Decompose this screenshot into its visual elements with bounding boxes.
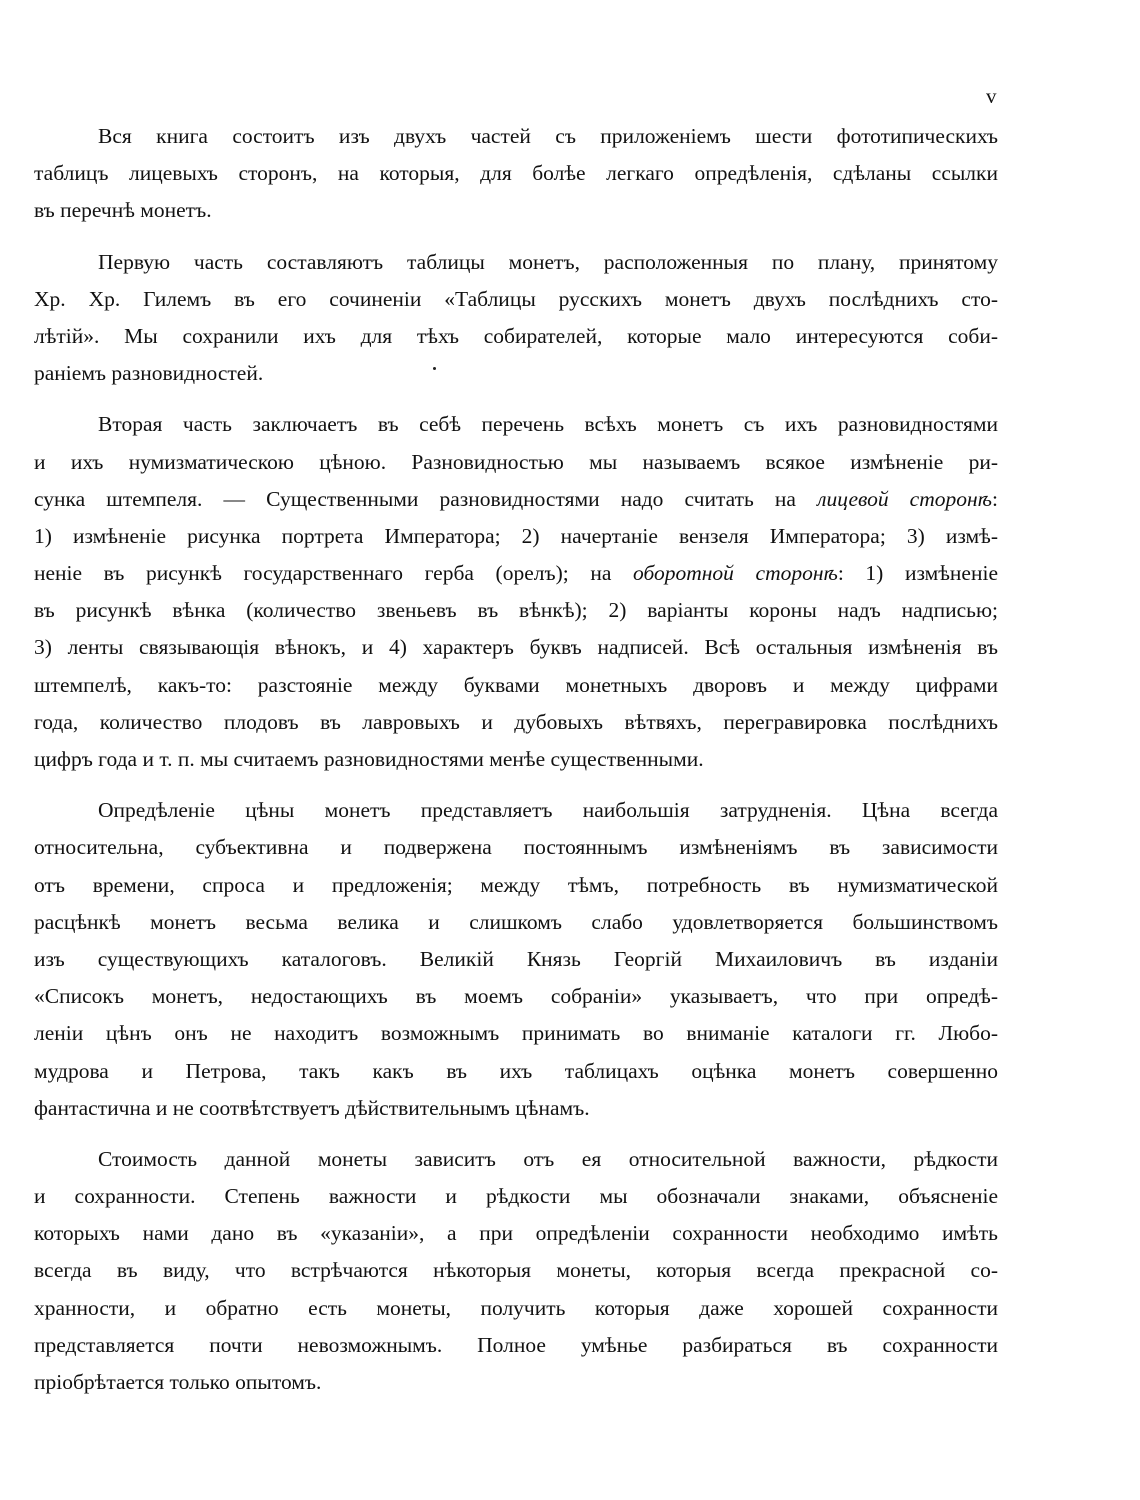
text-line [34, 792, 998, 829]
text-segment: отъ времени, спроса и предложенія; между тѣмъ, потребность въ нумизматической [34, 872, 998, 897]
text-line [34, 1015, 998, 1052]
paragraph-part-one [34, 244, 998, 393]
text-line [34, 629, 998, 666]
text-segment: изъ существующихъ каталоговъ. Великій Князь Георгій Михаиловичъ въ изданіи [34, 946, 998, 971]
text-segment: сунка штемпеля. — Существенными разновидностями надо считать на [34, 486, 818, 511]
text-line [34, 406, 998, 443]
text-line [34, 904, 998, 941]
text-segment: штемпелѣ, какъ-то: разстояніе между буквами монетныхъ дворовъ и между цифрами [34, 672, 998, 697]
text-segment: неніе въ рисункѣ государственнаго герба (орелъ); на [34, 561, 633, 586]
text-line [34, 1141, 998, 1178]
text-segment: относительна, субъективна и подвержена постояннымъ измѣненіямъ въ зависимости [34, 835, 998, 860]
text-line [34, 1252, 998, 1289]
text-segment: : [992, 486, 998, 511]
text-segment: расцѣнкѣ монетъ весьма велика и слишкомъ слабо удовлетворяется большинствомъ [34, 909, 998, 934]
text-segment: раніемъ разновидностей. [34, 361, 264, 386]
text-line [34, 1178, 998, 1215]
text-segment: лѣтій». Мы сохранили ихъ для тѣхъ собирателей, которые мало интересуются соби- [34, 323, 998, 348]
text-segment: мудрова и Петрова, такъ какъ въ ихъ таблицахъ оцѣнка монетъ совершенно [34, 1058, 998, 1083]
text-segment: : 1) измѣненіе [837, 561, 998, 586]
text-line [34, 192, 998, 229]
text-segment: пріобрѣтается только опытомъ. [34, 1370, 322, 1394]
text-segment: таблицъ лицевыхъ сторонъ, на которыя, для болѣе легкаго опредѣленія, сдѣланы ссылки [34, 161, 998, 186]
body-text [34, 118, 998, 1401]
text-line [34, 555, 998, 592]
text-line [34, 518, 998, 555]
paragraph-intro [34, 118, 998, 230]
text-line [34, 1364, 998, 1401]
text-line [34, 1290, 998, 1327]
text-line [34, 155, 998, 192]
paragraph-part-two [34, 406, 998, 778]
text-line [34, 592, 998, 629]
text-line [34, 667, 998, 704]
text-segment: и сохранности. Степень важности и рѣдкости мы обозначали знаками, объясненіе [34, 1184, 998, 1209]
text-segment: Стоимость данной монеты зависитъ отъ ея относительной важности, рѣдкости [98, 1146, 998, 1171]
text-line [34, 704, 998, 741]
text-line [34, 1053, 998, 1090]
text-segment: которыхъ нами дано въ «указаніи», а при опредѣленіи сохранности необходимо имѣть [34, 1221, 998, 1246]
text-line [34, 741, 998, 778]
text-line [34, 978, 998, 1015]
text-segment: леніи цѣнъ онъ не находитъ возможнымъ принимать во вниманіе каталоги гг. Любо- [34, 1021, 998, 1046]
paragraph-value [34, 1141, 998, 1401]
text-line [34, 1090, 998, 1127]
text-line [34, 1215, 998, 1252]
text-segment: и ихъ нумизматическою цѣною. Разновидностью мы называемъ всякое измѣненіе ри- [34, 449, 998, 474]
text-line [34, 941, 998, 978]
text-line [34, 1327, 998, 1364]
text-segment: хранности, и обратно есть монеты, получить которыя даже хорошей сохранности [34, 1295, 998, 1320]
text-segment: цифръ года и т. п. мы считаемъ разновидностями менѣе существенными. [34, 747, 704, 771]
text-segment: 1) измѣненіе рисунка портрета Императора; 2) начертаніе вензеля Императора; 3) измѣ- [34, 523, 998, 548]
text-segment: Хр. Хр. Гилемъ въ его сочиненіи «Таблицы русскихъ монетъ двухъ послѣднихъ сто- [34, 286, 998, 311]
text-segment: Вся книга состоитъ изъ двухъ частей съ приложеніемъ шести фототипическихъ [98, 124, 998, 148]
text-line [34, 281, 998, 318]
paragraph-price [34, 792, 998, 1127]
text-segment: «Списокъ монетъ, недостающихъ въ моемъ собраніи» указываетъ, что при опредѣ- [34, 984, 998, 1009]
text-line [34, 867, 998, 904]
emphasis-text: лицевой сторонѣ [817, 486, 993, 511]
text-segment: года, количество плодовъ въ лавровыхъ и дубовыхъ вѣтвяхъ, перегравировка послѣднихъ [34, 709, 998, 734]
text-segment: Первую часть составляютъ таблицы монетъ, расположенныя по плану, принятому [98, 249, 998, 274]
text-line [34, 244, 998, 281]
print-speck [433, 367, 436, 370]
text-segment: фантастична и не соотвѣтствуетъ дѣйствительнымъ цѣнамъ. [34, 1095, 590, 1120]
text-line [34, 444, 998, 481]
text-segment: 3) ленты связывающія вѣнокъ, и 4) характеръ буквъ надписей. Всѣ остальныя измѣненія въ [34, 635, 998, 660]
text-line [34, 355, 998, 392]
text-segment: въ перечнѣ монетъ. [34, 198, 212, 223]
text-line [34, 829, 998, 866]
text-segment: Опредѣленіе цѣны монетъ представляетъ наибольшія затрудненія. Цѣна всегда [98, 798, 998, 823]
text-segment: Вторая часть заключаетъ въ себѣ перечень всѣхъ монетъ съ ихъ разновидностями [98, 412, 998, 437]
emphasis-text: оборотной сторонѣ [632, 561, 838, 586]
text-segment: всегда въ виду, что встрѣчаются нѣкоторыя монеты, которыя всегда прекрасной со- [34, 1258, 998, 1283]
text-segment: представляется почти невозможнымъ. Полное умѣнье разбираться въ сохранности [34, 1332, 998, 1357]
text-segment: въ рисункѣ вѣнка (количество звеньевъ въ вѣнкѣ); 2) варіанты короны надъ надписью; [34, 598, 998, 623]
text-line [34, 118, 998, 155]
page-number: v [986, 84, 997, 108]
text-line [34, 481, 998, 518]
text-line [34, 318, 998, 355]
